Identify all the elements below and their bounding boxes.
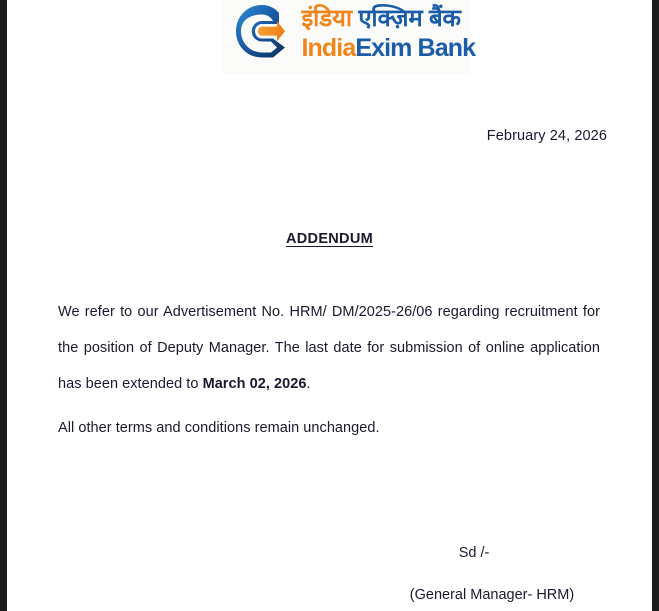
signature-designation: (General Manager- HRM) bbox=[409, 587, 575, 603]
document-heading-row bbox=[7, 230, 652, 248]
bank-name-english-india: India bbox=[301, 34, 356, 63]
bank-name-hindi-india: इंडिया bbox=[301, 4, 352, 32]
bank-logo bbox=[221, 0, 476, 74]
bank-name-hindi bbox=[302, 6, 476, 33]
page-edge-right bbox=[652, 0, 659, 611]
bank-name-hindi-exim-bank: एक्ज़िम बैंक bbox=[358, 4, 461, 32]
india-exim-bank-e-logo-icon bbox=[231, 1, 293, 63]
document-date: February 24, 2026 bbox=[486, 128, 607, 144]
bank-name-english bbox=[302, 34, 476, 62]
paragraph-two: All other terms and conditions remain unchanged. bbox=[58, 420, 380, 436]
extended-date-bold: March 02, 2026 bbox=[202, 376, 307, 392]
page-edge-left bbox=[0, 0, 7, 611]
signature-sd: Sd /- bbox=[458, 545, 490, 561]
bank-logo-wordmark bbox=[302, 2, 476, 63]
paragraph-one-text-before-bold: We refer to our Advertisement No. HRM/ DM/2025-26/06 regarding recruitment for the position of Deputy Manager. The last date for submission of online application has been extended to bbox=[58, 304, 600, 392]
document-heading: ADDENDUM bbox=[286, 231, 373, 247]
paragraph-one-text-after-bold: . bbox=[306, 376, 311, 392]
bank-name-english-exim-bank: Exim Bank bbox=[355, 34, 476, 63]
document-body bbox=[58, 294, 600, 446]
letterhead bbox=[7, 0, 652, 74]
document-page bbox=[7, 0, 652, 611]
signature-block bbox=[377, 545, 607, 603]
paragraph-one bbox=[58, 294, 600, 402]
